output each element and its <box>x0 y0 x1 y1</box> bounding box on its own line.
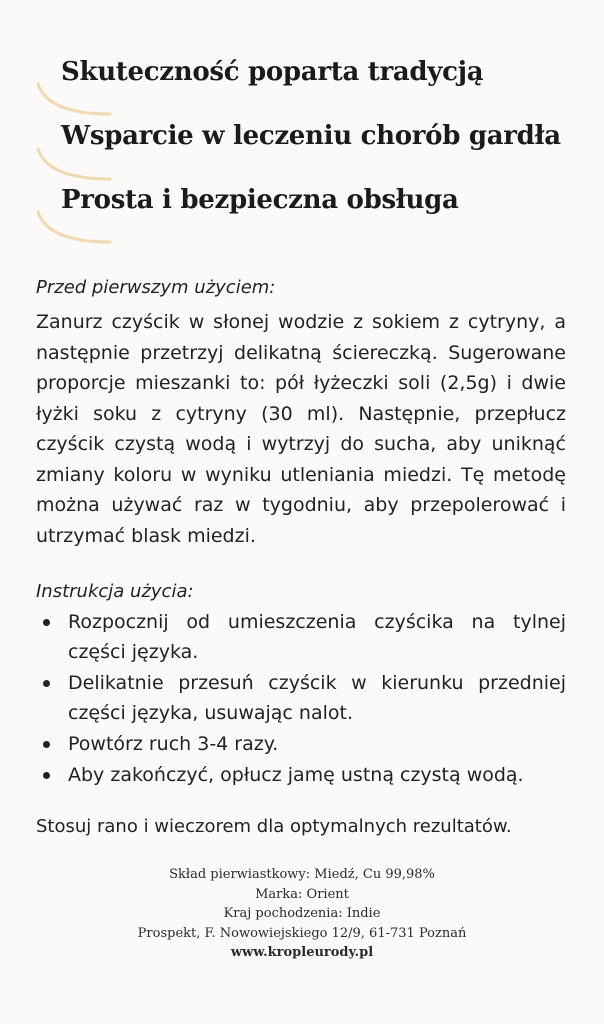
list-item <box>36 729 566 759</box>
bullet-icon <box>43 741 50 748</box>
before-first-use-text: Zanurz czyścik w słonej wodzie z sokiem z cytryny, a następnie przetrzyj delikatną ściereczką. Sugerowane proporcje mieszanki to: pół łyżeczki soli (2,5g) i dwie łyżki soku z cytryny (30 ml). Następnie, przepłucz czyścik czystą wodą i wytrzyj do sucha, aby uniknąć zmiany koloru w wyniku utleniania miedzi. Tę metodę można używać raz w tygodniu, aby przepolerować i utrzymać blask miedzi. <box>36 311 566 547</box>
closing-text: Stosuj rano i wieczorem dla optymalnych rezultatów. <box>36 816 512 837</box>
list-item <box>36 668 566 728</box>
brand-text: Marka: Orient <box>255 886 349 902</box>
headline-section <box>0 0 604 260</box>
list-item <box>36 607 566 667</box>
footer <box>0 865 604 963</box>
bullet-icon <box>43 680 50 687</box>
headline-effectiveness: Skuteczność poparta tradycją <box>61 57 484 87</box>
headline-throat-support: Wsparcie w leczeniu chorób gardła <box>61 121 561 151</box>
website-link[interactable]: www.kropleurody.pl <box>230 945 374 960</box>
list-item-text: Delikatnie przesuń czyścik w kierunku przedniej części języka, usuwając nalot. <box>68 672 566 724</box>
address-text: Prospekt, F. Nowowiejskiego 12/9, 61-731 Poznań <box>137 925 467 941</box>
composition-text: Skład pierwiastkowy: Miedź, Cu 99,98% <box>169 867 435 882</box>
bullet-icon <box>43 772 50 779</box>
origin-text: Kraj pochodzenia: Indie <box>223 906 381 921</box>
list-item-text: Rozpocznij od umieszczenia czyścika na tylnej części języka. <box>68 611 566 663</box>
list-item <box>36 760 566 790</box>
instructions-list <box>36 607 566 791</box>
instructions-label: Instrukcja użycia: <box>36 581 194 602</box>
list-item-text: Powtórz ruch 3-4 razy. <box>68 733 279 755</box>
headline-simple-use: Prosta i bezpieczna obsługa <box>61 185 459 215</box>
bullet-icon <box>43 619 50 626</box>
list-item-text: Aby zakończyć, opłucz jamę ustną czystą wodą. <box>68 764 524 786</box>
before-first-use-label: Przed pierwszym użyciem: <box>36 277 276 298</box>
